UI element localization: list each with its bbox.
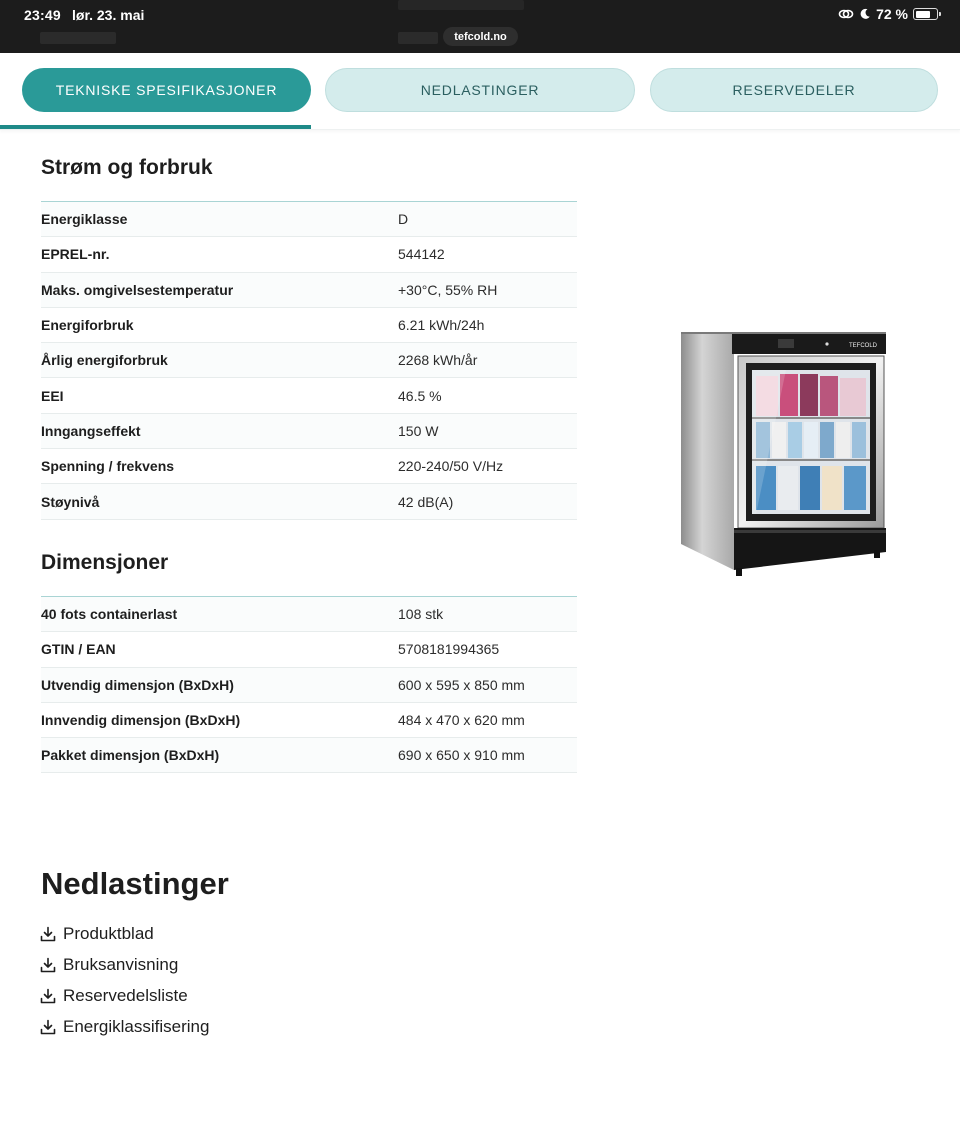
spec-value: D [398, 211, 409, 228]
spec-label: EEI [41, 387, 64, 404]
brand-logo: TEFCOLD [849, 343, 878, 349]
spec-value: 600 x 595 x 850 mm [398, 676, 525, 693]
download-icon [40, 957, 56, 973]
spec-label: 40 fots containerlast [41, 606, 178, 623]
status-date: lør. 23. mai [72, 7, 145, 23]
spec-label: Energiforbruk [41, 317, 134, 334]
section-title-dimensions: Dimensjoner [41, 551, 169, 574]
spec-row [41, 343, 577, 378]
spec-table-dimensions [41, 596, 577, 773]
status-bar-shadow [40, 32, 116, 44]
section-title-power: Strøm og forbruk [41, 156, 213, 179]
spec-value: 544142 [398, 246, 445, 263]
moon-icon [859, 8, 871, 20]
spec-label: Årlig energiforbruk [41, 352, 168, 369]
tab-technical-specifications[interactable]: TEKNISKE SPESIFIKASJONER [22, 68, 311, 112]
spec-value: 46.5 % [398, 387, 442, 404]
spec-row [41, 414, 577, 449]
downloads-title: Nedlastinger [41, 866, 229, 901]
spec-row [41, 273, 577, 308]
product-image [676, 330, 892, 580]
download-link-user-manual[interactable] [40, 949, 209, 980]
download-link-energy-label[interactable] [40, 1011, 209, 1042]
spec-row [41, 738, 577, 773]
battery-percent: 72 % [876, 6, 908, 22]
spec-value: 108 stk [398, 606, 444, 623]
battery-icon [913, 8, 938, 20]
spec-row [41, 484, 577, 519]
spec-value: 5708181994365 [398, 641, 500, 658]
status-time: 23:49 [24, 7, 61, 23]
spec-value: 6.21 kWh/24h [398, 317, 485, 334]
spec-row [41, 308, 577, 343]
download-icon [40, 988, 56, 1004]
spec-label: Utvendig dimensjon (BxDxH) [41, 676, 234, 693]
spec-label: Inngangseffekt [41, 422, 141, 439]
spec-label: Energiklasse [41, 211, 128, 228]
status-bar-shadow [398, 0, 524, 10]
download-link-product-sheet[interactable] [40, 918, 209, 949]
download-icon [40, 926, 56, 942]
download-icon [40, 1019, 56, 1035]
spec-label: Innvendig dimensjon (BxDxH) [41, 712, 241, 729]
spec-label: Pakket dimensjon (BxDxH) [41, 747, 220, 764]
download-label: Produktblad [63, 923, 154, 943]
spec-value: +30°C, 55% RH [398, 281, 498, 298]
spec-value: 2268 kWh/år [398, 352, 478, 369]
spec-label: Maks. omgivelsestemperatur [41, 281, 234, 298]
spec-row [41, 449, 577, 484]
downloads-list [40, 918, 209, 1042]
download-link-spare-parts-list[interactable] [40, 980, 209, 1011]
tab-downloads[interactable]: NEDLASTINGER [325, 68, 635, 112]
spec-value: 150 W [398, 422, 439, 439]
spec-row [41, 237, 577, 272]
status-indicators [838, 6, 938, 22]
status-bar [0, 0, 960, 53]
spec-row [41, 703, 577, 738]
active-tab-indicator [0, 125, 311, 129]
spec-row [41, 378, 577, 413]
download-label: Energiklassifisering [63, 1016, 210, 1036]
spec-value: 220-240/50 V/Hz [398, 458, 504, 475]
status-bar-shadow [398, 32, 438, 44]
spec-value: 484 x 470 x 620 mm [398, 712, 525, 729]
spec-value: 42 dB(A) [398, 493, 454, 510]
url-text: tefcold.no [454, 30, 507, 43]
spec-label: Støynivå [41, 493, 100, 510]
url-pill[interactable] [443, 27, 518, 46]
spec-table-power [41, 201, 577, 520]
spec-row [41, 202, 577, 237]
download-label: Bruksanvisning [63, 954, 179, 974]
tab-bar [0, 53, 960, 130]
download-label: Reservedelsliste [63, 985, 188, 1005]
spec-row [41, 632, 577, 667]
spec-label: GTIN / EAN [41, 641, 116, 658]
spec-label: EPREL-nr. [41, 246, 110, 263]
tab-spare-parts[interactable]: RESERVEDELER [650, 68, 938, 112]
focus-link-icon [838, 8, 854, 20]
spec-label: Spenning / frekvens [41, 458, 175, 475]
spec-row [41, 668, 577, 703]
spec-value: 690 x 650 x 910 mm [398, 747, 525, 764]
spec-row [41, 597, 577, 632]
